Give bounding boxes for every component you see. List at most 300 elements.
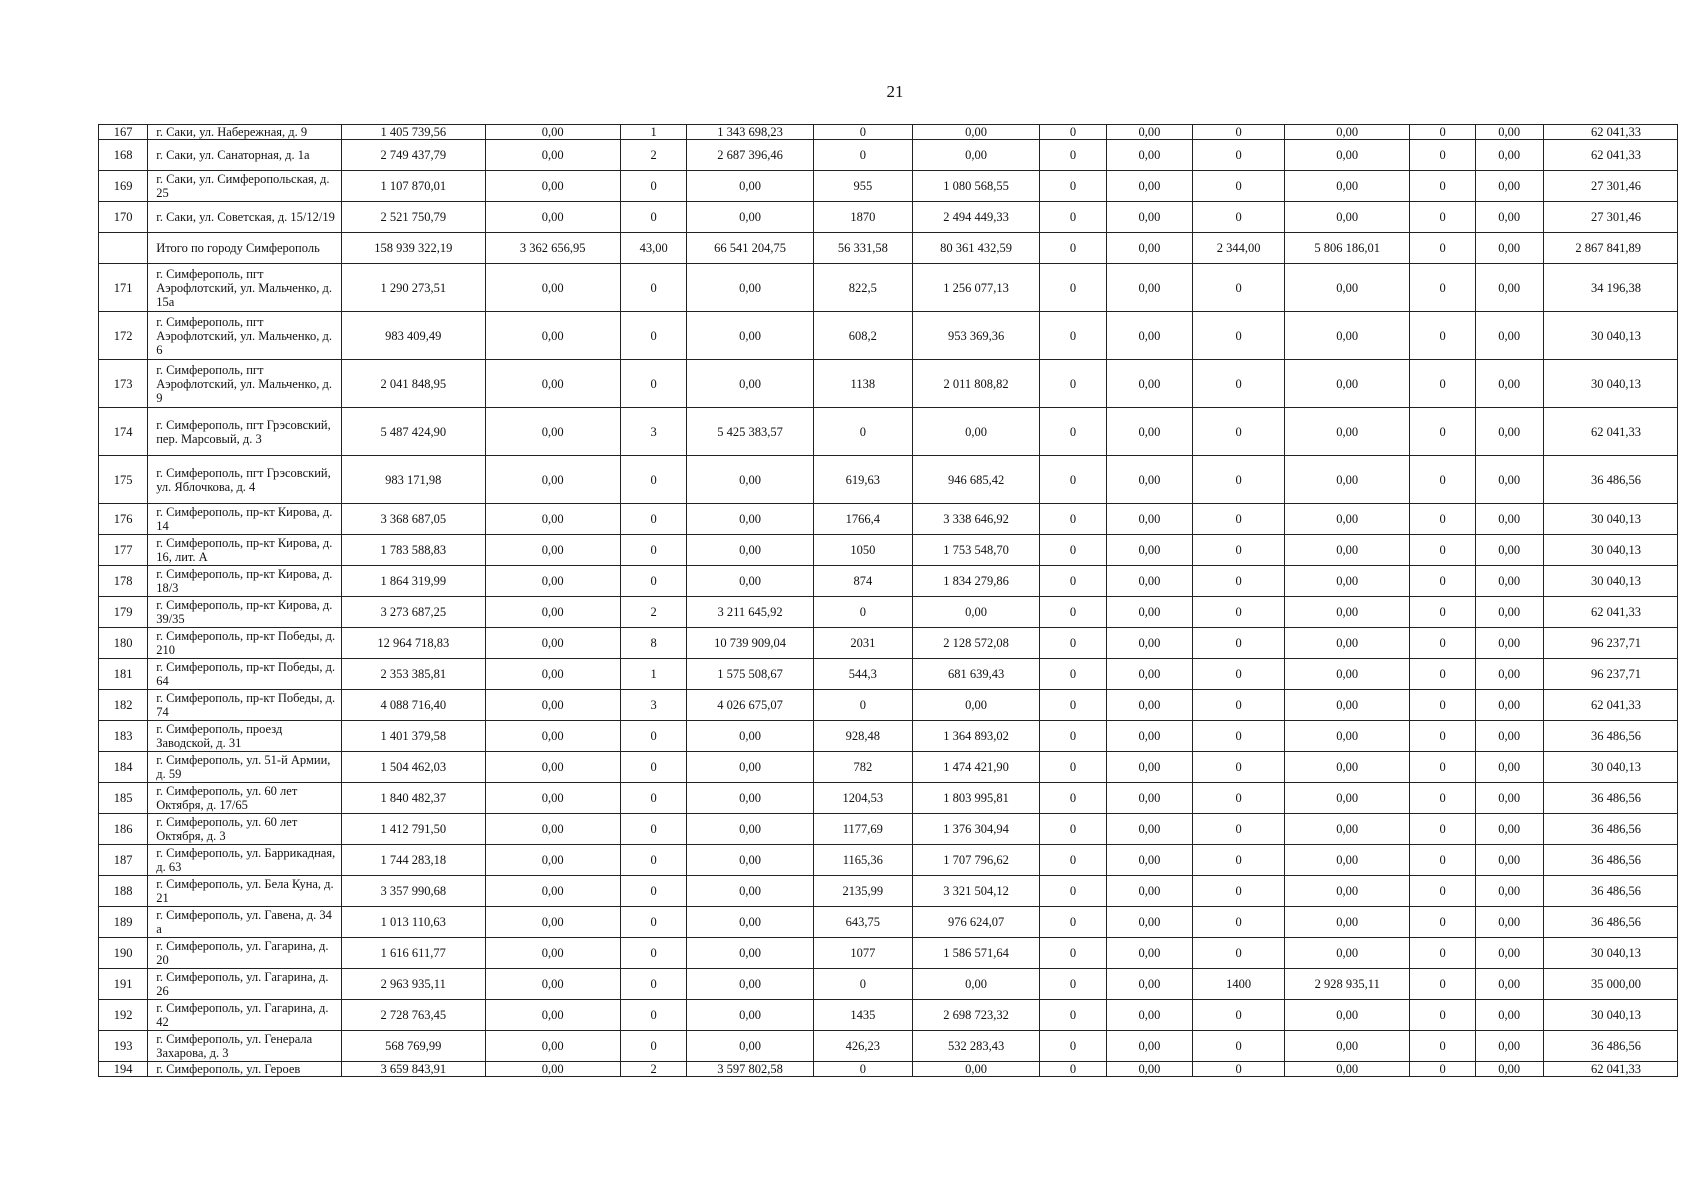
row-number: 192: [99, 1000, 148, 1031]
value-cell: 1 013 110,63: [341, 907, 485, 938]
table-row: [99, 907, 1678, 938]
value-cell: 0: [1192, 456, 1284, 504]
value-cell: 0: [1192, 752, 1284, 783]
table-row: [99, 752, 1678, 783]
value-cell: 0,00: [687, 876, 813, 907]
table-row: [99, 535, 1678, 566]
value-cell: 36 486,56: [1543, 783, 1677, 814]
value-cell: 2 011 808,82: [913, 360, 1040, 408]
table-row: [99, 1031, 1678, 1062]
value-cell: 0: [1040, 566, 1107, 597]
row-number: 182: [99, 690, 148, 721]
value-cell: 0: [620, 504, 687, 535]
value-cell: 0: [813, 597, 912, 628]
value-cell: 0: [1410, 628, 1476, 659]
row-number: 177: [99, 535, 148, 566]
value-cell: 0: [1040, 312, 1107, 360]
value-cell: 0,00: [1285, 876, 1410, 907]
table-body: [99, 125, 1678, 1077]
value-cell: 0,00: [1475, 408, 1543, 456]
value-cell: 0: [1410, 814, 1476, 845]
value-cell: 0: [620, 783, 687, 814]
value-cell: 0,00: [913, 140, 1040, 171]
value-cell: 0,00: [1106, 876, 1192, 907]
row-number: 169: [99, 171, 148, 202]
value-cell: 0,00: [1475, 140, 1543, 171]
row-number: 174: [99, 408, 148, 456]
value-cell: 0,00: [1106, 597, 1192, 628]
value-cell: 0,00: [1106, 628, 1192, 659]
value-cell: 0: [813, 140, 912, 171]
value-cell: 0,00: [687, 171, 813, 202]
value-cell: 0,00: [1106, 171, 1192, 202]
value-cell: 0,00: [1475, 535, 1543, 566]
value-cell: 0,00: [485, 1031, 620, 1062]
value-cell: 0: [1192, 202, 1284, 233]
value-cell: 0,00: [1475, 264, 1543, 312]
value-cell: 0: [1410, 125, 1476, 140]
value-cell: 0: [620, 456, 687, 504]
value-cell: 0: [1040, 360, 1107, 408]
value-cell: 0,00: [485, 456, 620, 504]
value-cell: 0,00: [1106, 566, 1192, 597]
value-cell: 0,00: [1285, 814, 1410, 845]
value-cell: 0: [1040, 814, 1107, 845]
value-cell: 0,00: [1285, 659, 1410, 690]
value-cell: 1400: [1192, 969, 1284, 1000]
table-row: [99, 876, 1678, 907]
value-cell: 0,00: [485, 690, 620, 721]
row-number: 180: [99, 628, 148, 659]
value-cell: 0,00: [687, 938, 813, 969]
value-cell: 0: [1410, 1000, 1476, 1031]
value-cell: 0: [1410, 690, 1476, 721]
address-cell: г. Симферополь, ул. 60 лет Октября, д. 3: [148, 814, 342, 845]
value-cell: 2: [620, 597, 687, 628]
value-cell: 0,00: [687, 202, 813, 233]
value-cell: 0,00: [1475, 171, 1543, 202]
value-cell: 0,00: [485, 171, 620, 202]
value-cell: 0,00: [485, 360, 620, 408]
value-cell: 0: [1192, 938, 1284, 969]
value-cell: 2: [620, 140, 687, 171]
value-cell: 0,00: [1106, 814, 1192, 845]
row-number: 178: [99, 566, 148, 597]
row-number: 176: [99, 504, 148, 535]
value-cell: 426,23: [813, 1031, 912, 1062]
value-cell: 0,00: [687, 721, 813, 752]
repair-cost-table: [98, 124, 1678, 1077]
value-cell: 35 000,00: [1543, 969, 1677, 1000]
value-cell: 0: [1040, 264, 1107, 312]
value-cell: 0: [1410, 140, 1476, 171]
table-row: [99, 312, 1678, 360]
value-cell: 0,00: [1106, 907, 1192, 938]
value-cell: 0,00: [1285, 125, 1410, 140]
row-number: 185: [99, 783, 148, 814]
value-cell: 0,00: [687, 752, 813, 783]
value-cell: 0,00: [485, 907, 620, 938]
value-cell: 0: [1410, 171, 1476, 202]
value-cell: 1 343 698,23: [687, 125, 813, 140]
value-cell: 5 806 186,01: [1285, 233, 1410, 264]
address-cell: г. Симферополь, ул. 51-й Армии, д. 59: [148, 752, 342, 783]
value-cell: 1 840 482,37: [341, 783, 485, 814]
value-cell: 0,00: [1475, 907, 1543, 938]
value-cell: 544,3: [813, 659, 912, 690]
address-cell: г. Саки, ул. Советская, д. 15/12/19: [148, 202, 342, 233]
value-cell: 0: [1410, 845, 1476, 876]
address-cell: г. Саки, ул. Симферопольская, д. 25: [148, 171, 342, 202]
value-cell: 0,00: [1106, 1031, 1192, 1062]
value-cell: 2 041 848,95: [341, 360, 485, 408]
row-number: 183: [99, 721, 148, 752]
value-cell: 0,00: [1475, 628, 1543, 659]
value-cell: 0,00: [1475, 1062, 1543, 1077]
value-cell: 3 368 687,05: [341, 504, 485, 535]
value-cell: 0,00: [1475, 845, 1543, 876]
value-cell: 62 041,33: [1543, 597, 1677, 628]
value-cell: 0: [1410, 659, 1476, 690]
value-cell: 0: [1040, 845, 1107, 876]
value-cell: 0,00: [1285, 938, 1410, 969]
value-cell: 0: [620, 1031, 687, 1062]
row-number: [99, 233, 148, 264]
value-cell: 36 486,56: [1543, 814, 1677, 845]
value-cell: 0,00: [1106, 125, 1192, 140]
value-cell: 1204,53: [813, 783, 912, 814]
row-number: 168: [99, 140, 148, 171]
value-cell: 1 504 462,03: [341, 752, 485, 783]
value-cell: 0,00: [485, 408, 620, 456]
value-cell: 0: [1192, 721, 1284, 752]
value-cell: 1 586 571,64: [913, 938, 1040, 969]
row-number: 170: [99, 202, 148, 233]
value-cell: 0: [1410, 566, 1476, 597]
address-cell: г. Симферополь, ул. Гагарина, д. 42: [148, 1000, 342, 1031]
address-cell: г. Симферополь, пр-кт Победы, д. 210: [148, 628, 342, 659]
table-row: [99, 360, 1678, 408]
value-cell: 0,00: [485, 659, 620, 690]
value-cell: 0,00: [1106, 408, 1192, 456]
value-cell: 3 357 990,68: [341, 876, 485, 907]
value-cell: 1 783 588,83: [341, 535, 485, 566]
value-cell: 0: [1040, 659, 1107, 690]
address-cell: г. Симферополь, пгт Грэсовский, ул. Яблочкова, д. 4: [148, 456, 342, 504]
value-cell: 0,00: [913, 125, 1040, 140]
value-cell: 0: [1192, 1031, 1284, 1062]
value-cell: 0,00: [1475, 969, 1543, 1000]
value-cell: 0,00: [1475, 1031, 1543, 1062]
value-cell: 0: [1410, 202, 1476, 233]
value-cell: 0: [1410, 233, 1476, 264]
row-number: 184: [99, 752, 148, 783]
table-row: [99, 202, 1678, 233]
row-number: 186: [99, 814, 148, 845]
value-cell: 0,00: [485, 202, 620, 233]
row-number: 190: [99, 938, 148, 969]
value-cell: 0,00: [687, 1000, 813, 1031]
value-cell: 0,00: [1475, 721, 1543, 752]
value-cell: 0: [813, 690, 912, 721]
value-cell: 0: [1192, 125, 1284, 140]
value-cell: 62 041,33: [1543, 408, 1677, 456]
address-cell: г. Симферополь, ул. Героев: [148, 1062, 342, 1077]
value-cell: 0,00: [485, 721, 620, 752]
value-cell: 0,00: [485, 125, 620, 140]
value-cell: 0: [620, 876, 687, 907]
address-cell: г. Симферополь, пгт Аэрофлотский, ул. Мальченко, д. 9: [148, 360, 342, 408]
value-cell: 1 616 611,77: [341, 938, 485, 969]
value-cell: 62 041,33: [1543, 125, 1677, 140]
value-cell: 0,00: [485, 140, 620, 171]
value-cell: 1138: [813, 360, 912, 408]
value-cell: 1 290 273,51: [341, 264, 485, 312]
value-cell: 0,00: [687, 504, 813, 535]
value-cell: 3 273 687,25: [341, 597, 485, 628]
value-cell: 0: [1410, 408, 1476, 456]
value-cell: 30 040,13: [1543, 312, 1677, 360]
value-cell: 0: [1410, 504, 1476, 535]
value-cell: 0,00: [687, 312, 813, 360]
value-cell: 0: [1410, 876, 1476, 907]
value-cell: 0,00: [485, 938, 620, 969]
value-cell: 0,00: [485, 752, 620, 783]
table-row: [99, 140, 1678, 171]
value-cell: 0,00: [1285, 535, 1410, 566]
value-cell: 0,00: [913, 408, 1040, 456]
value-cell: 0,00: [1106, 140, 1192, 171]
value-cell: 0,00: [485, 1062, 620, 1077]
value-cell: 0,00: [1285, 721, 1410, 752]
value-cell: 0,00: [1285, 312, 1410, 360]
value-cell: 0,00: [687, 456, 813, 504]
value-cell: 8: [620, 628, 687, 659]
value-cell: 0: [1040, 125, 1107, 140]
value-cell: 30 040,13: [1543, 535, 1677, 566]
value-cell: 0: [620, 752, 687, 783]
value-cell: 34 196,38: [1543, 264, 1677, 312]
value-cell: 0,00: [485, 597, 620, 628]
value-cell: 0,00: [485, 504, 620, 535]
value-cell: 0: [813, 125, 912, 140]
address-cell: г. Симферополь, пгт Грэсовский, пер. Марсовый, д. 3: [148, 408, 342, 456]
value-cell: 643,75: [813, 907, 912, 938]
value-cell: 0: [620, 969, 687, 1000]
value-cell: 0: [1040, 876, 1107, 907]
value-cell: 0,00: [1106, 264, 1192, 312]
value-cell: 532 283,43: [913, 1031, 1040, 1062]
value-cell: 0,00: [1285, 597, 1410, 628]
value-cell: 0,00: [1106, 969, 1192, 1000]
value-cell: 0: [1410, 1062, 1476, 1077]
value-cell: 0: [620, 535, 687, 566]
value-cell: 2 344,00: [1192, 233, 1284, 264]
value-cell: 0,00: [1475, 566, 1543, 597]
value-cell: 43,00: [620, 233, 687, 264]
row-number: 194: [99, 1062, 148, 1077]
value-cell: 0: [1410, 1031, 1476, 1062]
value-cell: 0,00: [1106, 938, 1192, 969]
value-cell: 0: [620, 264, 687, 312]
row-number: 172: [99, 312, 148, 360]
value-cell: 66 541 204,75: [687, 233, 813, 264]
value-cell: 0,00: [1285, 202, 1410, 233]
value-cell: 0,00: [485, 814, 620, 845]
value-cell: 0,00: [687, 814, 813, 845]
row-number: 175: [99, 456, 148, 504]
value-cell: 96 237,71: [1543, 659, 1677, 690]
value-cell: 0,00: [1475, 202, 1543, 233]
value-cell: 0: [1410, 783, 1476, 814]
value-cell: 2 698 723,32: [913, 1000, 1040, 1031]
value-cell: 0: [1040, 969, 1107, 1000]
value-cell: 10 739 909,04: [687, 628, 813, 659]
value-cell: 30 040,13: [1543, 566, 1677, 597]
value-cell: 0,00: [1106, 690, 1192, 721]
value-cell: 0,00: [1106, 233, 1192, 264]
value-cell: 30 040,13: [1543, 504, 1677, 535]
value-cell: 0: [620, 1000, 687, 1031]
address-cell: г. Симферополь, пр-кт Кирова, д. 18/3: [148, 566, 342, 597]
value-cell: 0,00: [1475, 690, 1543, 721]
value-cell: 0,00: [687, 783, 813, 814]
value-cell: 0,00: [1285, 264, 1410, 312]
address-cell: г. Симферополь, пр-кт Победы, д. 64: [148, 659, 342, 690]
value-cell: 0,00: [1285, 360, 1410, 408]
row-number: 179: [99, 597, 148, 628]
value-cell: 0: [813, 408, 912, 456]
value-cell: 62 041,33: [1543, 1062, 1677, 1077]
value-cell: 0,00: [485, 566, 620, 597]
value-cell: 0,00: [1475, 876, 1543, 907]
address-cell: г. Симферополь, пгт Аэрофлотский, ул. Мальченко, д. 6: [148, 312, 342, 360]
value-cell: 0: [1192, 535, 1284, 566]
value-cell: 0,00: [687, 845, 813, 876]
value-cell: 1: [620, 659, 687, 690]
value-cell: 0: [1040, 408, 1107, 456]
value-cell: 0,00: [1106, 360, 1192, 408]
value-cell: 0: [1040, 721, 1107, 752]
value-cell: 608,2: [813, 312, 912, 360]
value-cell: 0: [1410, 938, 1476, 969]
value-cell: 568 769,99: [341, 1031, 485, 1062]
value-cell: 3 211 645,92: [687, 597, 813, 628]
value-cell: 0,00: [1285, 845, 1410, 876]
address-cell: г. Симферополь, проезд Заводской, д. 31: [148, 721, 342, 752]
value-cell: 36 486,56: [1543, 907, 1677, 938]
value-cell: 27 301,46: [1543, 171, 1677, 202]
value-cell: 1 364 893,02: [913, 721, 1040, 752]
table-row: [99, 566, 1678, 597]
address-cell: г. Саки, ул. Набережная, д. 9: [148, 125, 342, 140]
value-cell: 1 803 995,81: [913, 783, 1040, 814]
value-cell: 1050: [813, 535, 912, 566]
value-cell: 3 362 656,95: [485, 233, 620, 264]
value-cell: 0: [1192, 907, 1284, 938]
value-cell: 2 687 396,46: [687, 140, 813, 171]
value-cell: 0: [1192, 783, 1284, 814]
value-cell: 0,00: [1285, 408, 1410, 456]
row-number: 191: [99, 969, 148, 1000]
value-cell: 0,00: [485, 876, 620, 907]
value-cell: 0: [1410, 312, 1476, 360]
value-cell: 0,00: [687, 907, 813, 938]
row-number: 181: [99, 659, 148, 690]
value-cell: 4 026 675,07: [687, 690, 813, 721]
value-cell: 0: [1410, 456, 1476, 504]
value-cell: 30 040,13: [1543, 1000, 1677, 1031]
value-cell: 0,00: [1285, 628, 1410, 659]
value-cell: 0: [1040, 535, 1107, 566]
value-cell: 983 171,98: [341, 456, 485, 504]
value-cell: 0,00: [687, 360, 813, 408]
value-cell: 0: [1040, 690, 1107, 721]
value-cell: 36 486,56: [1543, 876, 1677, 907]
value-cell: 0: [1410, 721, 1476, 752]
value-cell: 1766,4: [813, 504, 912, 535]
value-cell: 0,00: [1106, 1062, 1192, 1077]
value-cell: 2 728 763,45: [341, 1000, 485, 1031]
value-cell: 0: [1410, 535, 1476, 566]
table-row: [99, 969, 1678, 1000]
value-cell: 0: [1410, 597, 1476, 628]
value-cell: 0,00: [1475, 456, 1543, 504]
value-cell: 0: [1040, 597, 1107, 628]
address-cell: г. Симферополь, ул. Гавена, д. 34 а: [148, 907, 342, 938]
value-cell: 0: [620, 360, 687, 408]
table-row: [99, 628, 1678, 659]
value-cell: 0,00: [1285, 752, 1410, 783]
row-number: 171: [99, 264, 148, 312]
value-cell: 2: [620, 1062, 687, 1077]
value-cell: 0,00: [1285, 907, 1410, 938]
table-row: [99, 814, 1678, 845]
value-cell: 1 753 548,70: [913, 535, 1040, 566]
value-cell: 3: [620, 690, 687, 721]
value-cell: 36 486,56: [1543, 456, 1677, 504]
address-cell: г. Симферополь, ул. Гагарина, д. 20: [148, 938, 342, 969]
address-cell: г. Симферополь, пр-кт Победы, д. 74: [148, 690, 342, 721]
value-cell: 0,00: [1106, 783, 1192, 814]
table-row: [99, 264, 1678, 312]
value-cell: 0,00: [1475, 233, 1543, 264]
value-cell: 4 088 716,40: [341, 690, 485, 721]
value-cell: 0,00: [1285, 566, 1410, 597]
address-cell: г. Симферополь, пр-кт Кирова, д. 14: [148, 504, 342, 535]
value-cell: 0: [620, 202, 687, 233]
value-cell: 0: [620, 312, 687, 360]
value-cell: 1 405 739,56: [341, 125, 485, 140]
value-cell: 0,00: [1475, 938, 1543, 969]
value-cell: 0: [1192, 408, 1284, 456]
value-cell: 2 928 935,11: [1285, 969, 1410, 1000]
value-cell: 27 301,46: [1543, 202, 1677, 233]
value-cell: 953 369,36: [913, 312, 1040, 360]
table-row: [99, 171, 1678, 202]
value-cell: 3 321 504,12: [913, 876, 1040, 907]
value-cell: 0,00: [1106, 659, 1192, 690]
address-cell: г. Симферополь, ул. Генерала Захарова, д. 3: [148, 1031, 342, 1062]
value-cell: 0,00: [1475, 312, 1543, 360]
value-cell: 158 939 322,19: [341, 233, 485, 264]
value-cell: 874: [813, 566, 912, 597]
value-cell: 1 376 304,94: [913, 814, 1040, 845]
value-cell: 0: [1040, 456, 1107, 504]
value-cell: 62 041,33: [1543, 690, 1677, 721]
value-cell: 0,00: [687, 969, 813, 1000]
value-cell: 1870: [813, 202, 912, 233]
